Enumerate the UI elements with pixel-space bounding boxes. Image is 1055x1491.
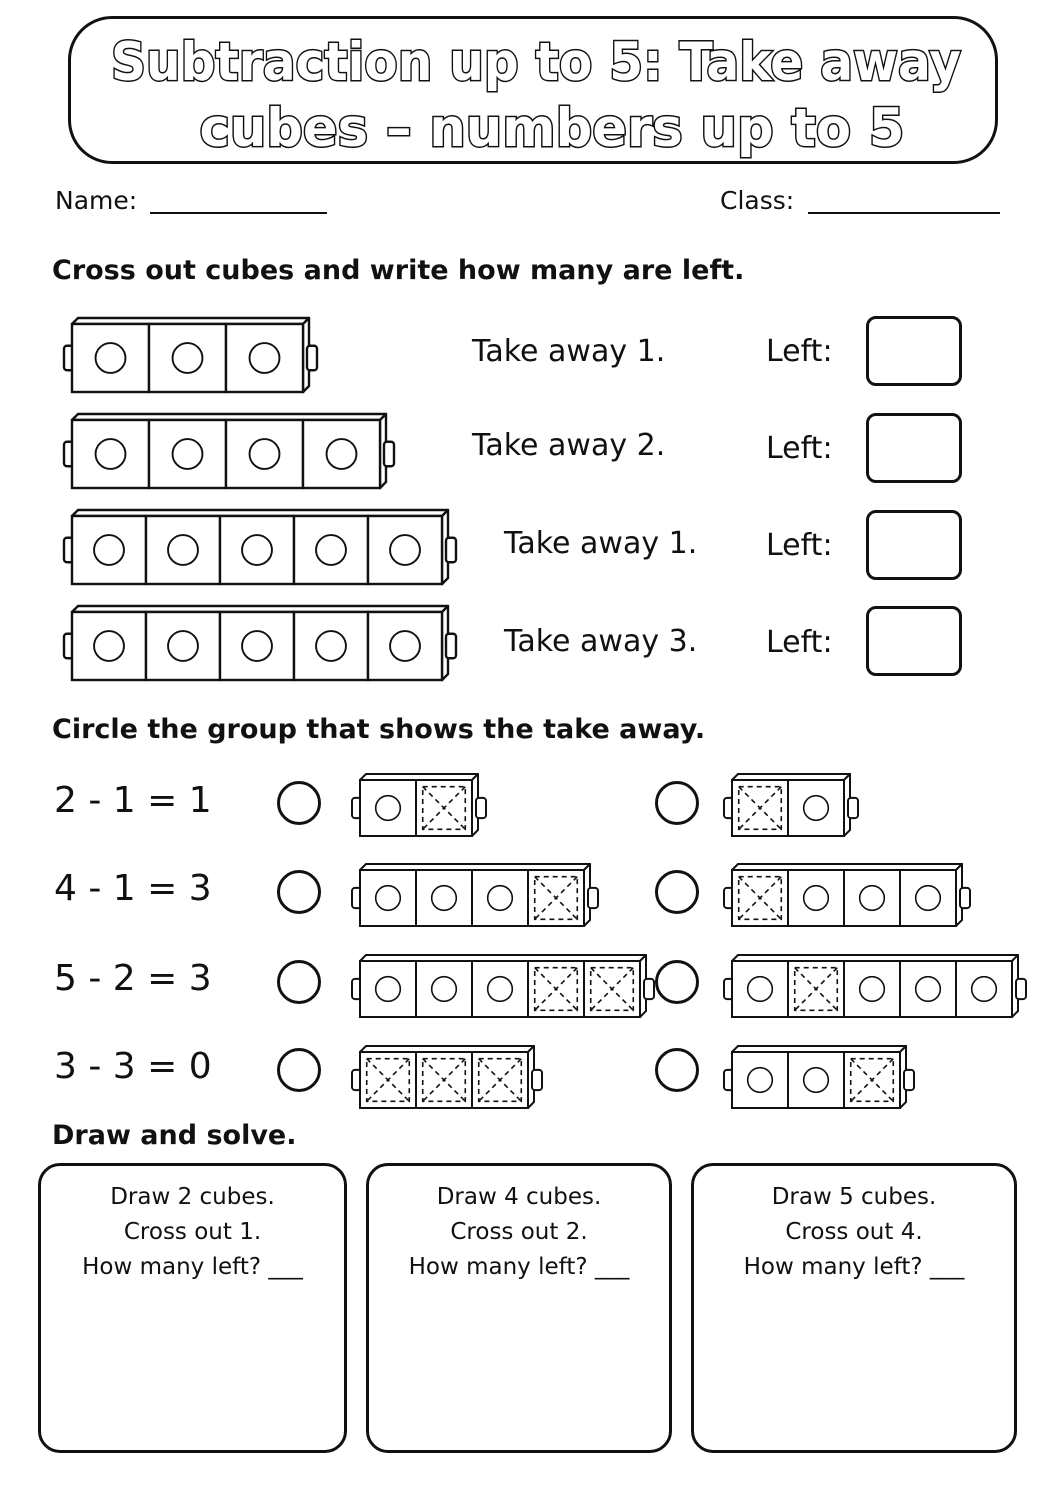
cube-group-option-b[interactable]	[722, 858, 972, 924]
cube[interactable]	[360, 780, 416, 836]
cube[interactable]	[360, 961, 416, 1017]
equation: 3 - 3 = 0	[54, 1046, 212, 1087]
choice-circle-b[interactable]	[655, 870, 699, 914]
cube[interactable]	[220, 516, 294, 584]
title-line-1: Subtraction up to 5: Take away	[111, 32, 961, 93]
cube[interactable]	[732, 961, 788, 1017]
cube[interactable]	[226, 420, 303, 488]
choice-circle-a[interactable]	[277, 960, 321, 1004]
cube[interactable]	[146, 612, 220, 680]
cube[interactable]	[788, 870, 844, 926]
take-away-instruction: Take away 2.	[472, 428, 666, 463]
name-field[interactable]	[150, 212, 327, 214]
equation: 4 - 1 = 3	[54, 868, 212, 909]
crossed-out-cube[interactable]	[528, 961, 584, 1017]
take-away-instruction: Take away 3.	[504, 624, 698, 659]
title-graphic	[0, 0, 1055, 170]
cube[interactable]	[146, 516, 220, 584]
cube-group-option-b[interactable]	[722, 1040, 932, 1106]
cube[interactable]	[303, 420, 380, 488]
draw-box[interactable]	[366, 1163, 672, 1453]
cube[interactable]	[294, 516, 368, 584]
cross-out-instruction: Cross out 2.	[450, 1219, 588, 1245]
cube[interactable]	[149, 324, 226, 392]
cube-group-option-a[interactable]	[350, 949, 635, 1015]
cube-group-option-a[interactable]	[350, 858, 600, 924]
draw-box[interactable]	[38, 1163, 347, 1453]
cube-group-option-b[interactable]	[722, 949, 1017, 1015]
cube[interactable]	[472, 870, 528, 926]
crossed-out-cube[interactable]	[844, 1052, 900, 1108]
cube-train[interactable]	[62, 504, 482, 580]
section1-heading: Cross out cubes and write how many are left.	[52, 255, 745, 286]
cube-train[interactable]	[62, 600, 482, 676]
crossed-out-cube[interactable]	[528, 870, 584, 926]
choice-circle-b[interactable]	[655, 781, 699, 825]
cube[interactable]	[220, 612, 294, 680]
cube[interactable]	[368, 516, 442, 584]
how-many-left-prompt: How many left? ___	[408, 1254, 630, 1280]
cube[interactable]	[472, 961, 528, 1017]
equation: 5 - 2 = 3	[54, 958, 212, 999]
how-many-left-prompt: How many left? ___	[743, 1254, 965, 1280]
choice-circle-a[interactable]	[277, 870, 321, 914]
cube[interactable]	[72, 516, 146, 584]
cube[interactable]	[788, 1052, 844, 1108]
choice-circle-a[interactable]	[277, 781, 321, 825]
crossed-out-cube[interactable]	[472, 1052, 528, 1108]
cube[interactable]	[844, 870, 900, 926]
cube-group-option-b[interactable]	[722, 768, 872, 834]
title-line-2: cubes – numbers up to 5	[199, 98, 905, 159]
take-away-instruction: Take away 1.	[472, 334, 666, 369]
cube[interactable]	[900, 870, 956, 926]
left-label: Left:	[766, 334, 833, 369]
section2-heading: Circle the group that shows the take away.	[52, 714, 706, 745]
cube[interactable]	[72, 324, 149, 392]
cube[interactable]	[226, 324, 303, 392]
left-label: Left:	[766, 625, 833, 660]
how-many-left-prompt: How many left? ___	[82, 1254, 303, 1280]
draw-instruction: Draw 5 cubes.	[771, 1184, 937, 1210]
choice-circle-b[interactable]	[655, 960, 699, 1004]
choice-circle-b[interactable]	[655, 1048, 699, 1092]
crossed-out-cube[interactable]	[732, 780, 788, 836]
crossed-out-cube[interactable]	[416, 1052, 472, 1108]
draw-instruction: Draw 4 cubes.	[436, 1184, 602, 1210]
equation: 2 - 1 = 1	[54, 780, 212, 821]
cube[interactable]	[844, 961, 900, 1017]
cube[interactable]	[416, 870, 472, 926]
cross-out-instruction: Cross out 1.	[123, 1219, 262, 1245]
cube-group-option-a[interactable]	[350, 1040, 560, 1106]
name-label: Name:	[55, 186, 138, 215]
choice-circle-a[interactable]	[277, 1048, 321, 1092]
cube[interactable]	[788, 780, 844, 836]
class-field[interactable]	[808, 212, 1000, 214]
answer-box[interactable]	[866, 413, 962, 483]
crossed-out-cube[interactable]	[360, 1052, 416, 1108]
crossed-out-cube[interactable]	[788, 961, 844, 1017]
answer-box[interactable]	[866, 606, 962, 676]
cross-out-instruction: Cross out 4.	[785, 1219, 923, 1245]
draw-instruction: Draw 2 cubes.	[110, 1184, 275, 1210]
draw-box[interactable]	[691, 1163, 1017, 1453]
left-label: Left:	[766, 528, 833, 563]
cube[interactable]	[368, 612, 442, 680]
cube-train[interactable]	[62, 408, 412, 484]
cube[interactable]	[72, 612, 146, 680]
section3-heading: Draw and solve.	[52, 1120, 297, 1151]
cube[interactable]	[732, 1052, 788, 1108]
cube[interactable]	[900, 961, 956, 1017]
cube[interactable]	[416, 961, 472, 1017]
cube-group-option-a[interactable]	[350, 768, 500, 834]
cube[interactable]	[294, 612, 368, 680]
cube[interactable]	[956, 961, 1012, 1017]
cube[interactable]	[360, 870, 416, 926]
left-label: Left:	[766, 431, 833, 466]
answer-box[interactable]	[866, 316, 962, 386]
class-label: Class:	[720, 186, 795, 215]
take-away-instruction: Take away 1.	[504, 526, 698, 561]
cube[interactable]	[72, 420, 149, 488]
answer-box[interactable]	[866, 510, 962, 580]
crossed-out-cube[interactable]	[416, 780, 472, 836]
cube[interactable]	[149, 420, 226, 488]
crossed-out-cube[interactable]	[584, 961, 640, 1017]
crossed-out-cube[interactable]	[732, 870, 788, 926]
cube-train[interactable]	[62, 312, 332, 388]
